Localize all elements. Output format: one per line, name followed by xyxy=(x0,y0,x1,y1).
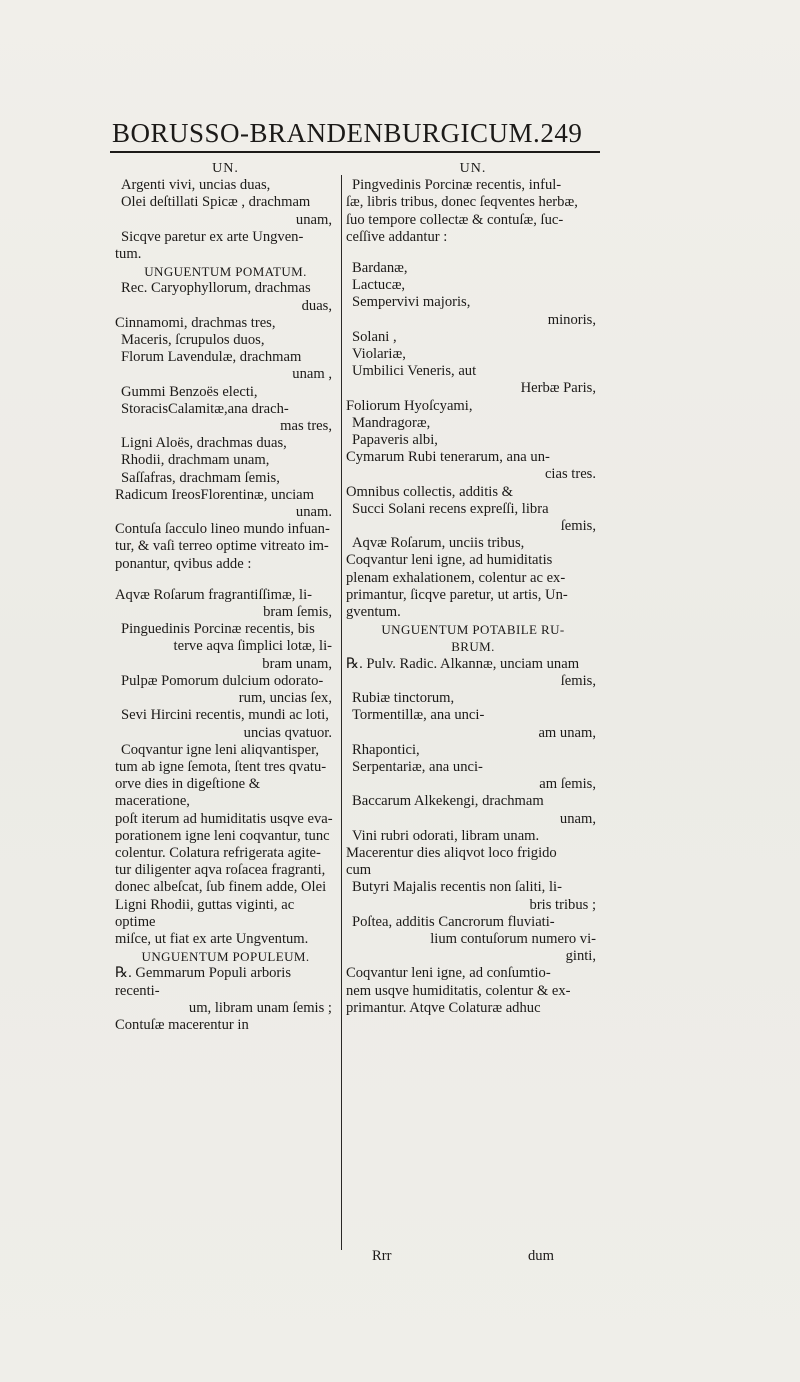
potabile-line: lium contuſorum numero vi- xyxy=(430,930,596,947)
column-divider xyxy=(341,175,342,1250)
right-intro-line xyxy=(346,246,600,260)
left-column-header: UN. xyxy=(212,161,239,176)
pomatum-method-line: uncias qvatuor. xyxy=(243,724,332,741)
spacer xyxy=(115,573,336,587)
potabile-line: primantur. Atqve Colaturæ adhuc xyxy=(346,999,541,1016)
pomatum-method-line: orve dies in digeſtione & maceratione, xyxy=(115,776,261,810)
potabile-line: unam, xyxy=(559,810,596,827)
right-intro-line: Mandragoræ, xyxy=(352,414,431,431)
populeum-line: ℞. Gemmarum Populi arboris recenti- xyxy=(115,965,292,999)
pomatum-method-line: bram unam, xyxy=(262,655,332,672)
right-intro-line: gventum. xyxy=(346,604,401,621)
catchword: dum xyxy=(528,1248,554,1264)
right-intro-line: ſuo tempore collectæ & contuſæ, ſuc- xyxy=(346,211,564,228)
right-intro-line: Umbilici Veneris, aut xyxy=(352,363,477,380)
potabile-line: Serpentariæ, ana unci- xyxy=(352,758,483,775)
right-intro-line: cias tres. xyxy=(544,466,596,483)
pomatum-method-line: poſt iterum ad humiditatis usqve eva- xyxy=(115,810,333,827)
section-title-potabile: UNGUENTUM POTABILE RU- BRUM. xyxy=(381,622,565,655)
pomatum-line: Maceris, ſcrupulos duos, xyxy=(121,332,265,349)
pomatum-line: duas, xyxy=(301,297,332,314)
potabile-recipe-block xyxy=(346,656,600,1017)
right-intro-line: ceſſive addantur : xyxy=(346,228,448,245)
pomatum-recipe-block xyxy=(115,280,336,572)
section-title-pomatum: UNGUENTUM POMATUM. xyxy=(144,264,307,280)
right-intro-line: Foliorum Hyoſcyami, xyxy=(346,397,473,414)
left-intro-line: Sicqve paretur ex arte Ungven- xyxy=(121,228,304,245)
right-intro-line: Lactucæ, xyxy=(352,277,406,294)
pomatum-line: Cinnamomi, drachmas tres, xyxy=(115,314,276,331)
populeum-line: Contuſæ macerentur in xyxy=(115,1016,249,1033)
right-intro-line: Pingvedinis Porcinæ recentis, inful- xyxy=(352,177,562,194)
right-intro-line: Succi Solani recens expreſſi, libra xyxy=(352,500,549,517)
right-intro-line: Papaveris albi, xyxy=(352,432,438,449)
right-intro-line: plenam exhalationem, colentur ac ex- xyxy=(346,569,566,586)
potabile-line: Rhapontici, xyxy=(352,741,420,758)
right-intro-line: Cymarum Rubi tenerarum, ana un- xyxy=(346,449,550,466)
pomatum-method-line: porationem igne leni coqvantur, tunc xyxy=(115,827,330,844)
pomatum-line: ponantur, qvibus adde : xyxy=(115,555,252,572)
pomatum-line: Ligni Aloës, drachmas duas, xyxy=(121,435,287,452)
right-intro-line: ſemis, xyxy=(560,518,596,535)
potabile-line: Macerentur dies aliqvot loco frigido xyxy=(346,844,557,861)
pomatum-method-line: colentur. Colatura refrigerata agite- xyxy=(115,844,321,861)
pomatum-method-line: Pinguedinis Porcinæ recentis, bis xyxy=(121,621,315,638)
potabile-line: am ſemis, xyxy=(539,776,596,793)
pomatum-line: Florum Lavendulæ, drachmam xyxy=(121,349,302,366)
potabile-line: Tormentillæ, ana unci- xyxy=(352,707,485,724)
populeum-line: um, libram unam ſemis ; xyxy=(188,999,332,1016)
pomatum-line: mas tres, xyxy=(280,418,332,435)
left-intro-line: unam, xyxy=(295,211,332,228)
right-intro-line: minoris, xyxy=(547,311,596,328)
pomatum-method-line: Sevi Hircini recentis, mundi ac loti, xyxy=(121,707,329,724)
pomatum-line: Saſſafras, drachmam ſemis, xyxy=(121,469,280,486)
potabile-line: ginti, xyxy=(565,948,596,965)
pomatum-line: Rec. Caryophyllorum, drachmas xyxy=(121,280,311,297)
right-intro-line: Coqvantur leni igne, ad humiditatis xyxy=(346,552,553,569)
header-rule xyxy=(110,151,600,153)
potabile-line: bris tribus ; xyxy=(529,896,596,913)
pomatum-line: Gummi Benzoës electi, xyxy=(121,383,258,400)
pomatum-line: StoracisCalamitæ,ana drach- xyxy=(121,400,289,417)
left-intro-line: Argenti vivi, uncias duas, xyxy=(121,177,271,194)
pomatum-line: Radicum IreosFlorentinæ, unciam xyxy=(115,486,315,503)
right-intro-line: Solani , xyxy=(352,328,397,345)
potabile-line: ℞. Pulv. Radic. Alkannæ, unciam unam xyxy=(346,655,580,672)
populeum-recipe-block xyxy=(115,965,336,1034)
right-intro-line: Sempervivi majoris, xyxy=(352,294,471,311)
pomatum-line: unam , xyxy=(292,366,332,383)
pomatum-line: Rhodii, drachmam unam, xyxy=(121,452,270,469)
pomatum-method-line: donec albeſcat, ſub finem adde, Olei xyxy=(115,879,327,896)
pomatum-method-line: Pulpæ Pomorum dulcium odorato- xyxy=(121,672,324,689)
pomatum-method-line: terve aqva ſimplici lotæ, li- xyxy=(173,638,332,655)
right-intro-line: Herbæ Paris, xyxy=(520,380,596,397)
right-intro-line: primantur, ſicqve paretur, ut artis, Un- xyxy=(346,586,568,603)
pomatum-method-line: Coqvantur igne leni aliqvantisper, xyxy=(121,741,320,758)
potabile-line: Rubiæ tinctorum, xyxy=(352,690,455,707)
right-intro-line: Aqvæ Roſarum, unciis tribus, xyxy=(352,535,525,552)
right-intro-line: Omnibus collectis, additis & xyxy=(346,483,514,500)
potabile-line: cum xyxy=(346,862,372,879)
potabile-line: Vini rubri odorati, libram unam. xyxy=(352,827,540,844)
potabile-line: Coqvantur leni igne, ad conſumtio- xyxy=(346,965,551,982)
pomatum-method-block xyxy=(115,587,336,948)
left-column xyxy=(115,160,336,1034)
pomatum-line: unam. xyxy=(295,504,332,521)
left-intro-block xyxy=(115,177,336,263)
section-title-populeum: UNGUENTUM POPULEUM. xyxy=(141,949,310,965)
right-intro-block xyxy=(346,177,600,621)
potabile-line: Baccarum Alkekengi, drachmam xyxy=(352,793,544,810)
pomatum-line: tur, & vaſi terreo optime vitreato im- xyxy=(115,538,329,555)
pomatum-method-line: Ligni Rhodii, guttas viginti, ac optime xyxy=(115,896,295,930)
left-intro-line: Olei deſtillati Spicæ , drachmam xyxy=(121,194,311,211)
right-intro-line: ſæ, libris tribus, donec ſeqventes herbæ, xyxy=(346,194,578,211)
pomatum-method-line: tur diligenter aqva roſacea fragranti, xyxy=(115,862,326,879)
running-head-title: BORUSSO-BRANDENBURGICUM. xyxy=(112,118,541,148)
left-intro-line: tum. xyxy=(115,246,142,263)
pomatum-method-line: miſce, ut fiat ex arte Ungventum. xyxy=(115,930,309,947)
potabile-line: ſemis, xyxy=(560,672,596,689)
pomatum-method-line: rum, uncias ſex, xyxy=(238,690,332,707)
potabile-line: am unam, xyxy=(538,724,596,741)
right-intro-line: Bardanæ, xyxy=(352,260,408,277)
page-number: 249 xyxy=(540,118,583,148)
pomatum-method-line: bram ſemis, xyxy=(263,604,332,621)
right-column-header: UN. xyxy=(459,161,487,176)
pomatum-method-line: Aqvæ Roſarum fragrantiſſimæ, li- xyxy=(115,586,312,603)
right-intro-line: Violariæ, xyxy=(352,346,406,363)
right-column xyxy=(346,160,600,1017)
potabile-line: Poſtea, additis Cancrorum fluviati- xyxy=(352,913,555,930)
potabile-line: Butyri Majalis recentis non ſaliti, li- xyxy=(352,879,562,896)
pomatum-line: Contuſa ſacculo lineo mundo infuan- xyxy=(115,521,330,538)
potabile-line: nem usqve humiditatis, colentur & ex- xyxy=(346,982,571,999)
pomatum-method-line: tum ab igne ſemota, ſtent tres qvatu- xyxy=(115,758,327,775)
signature-mark: Rrr xyxy=(372,1248,392,1264)
running-head xyxy=(112,118,632,149)
